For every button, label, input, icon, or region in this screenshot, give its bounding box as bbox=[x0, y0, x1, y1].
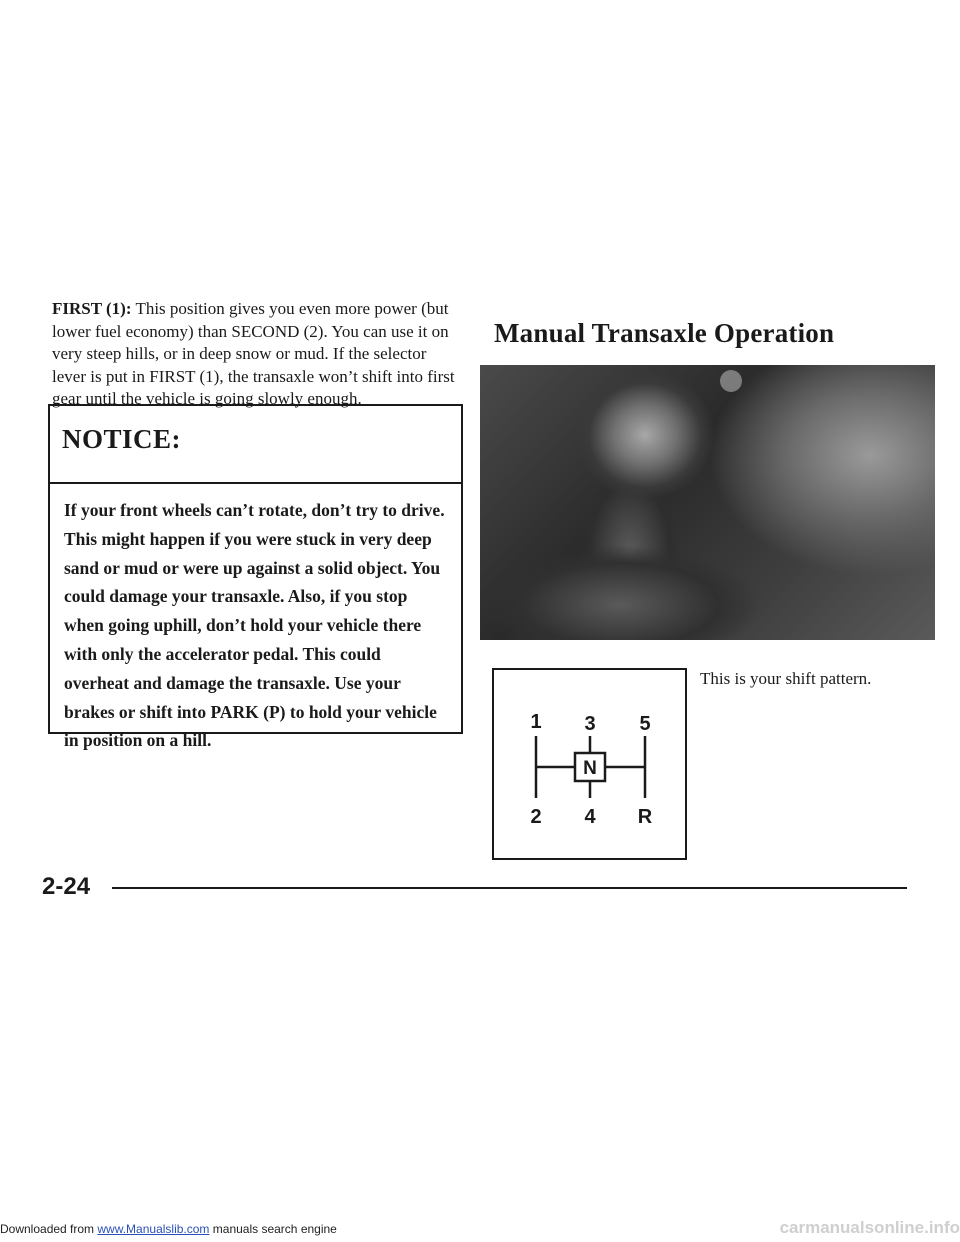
download-attribution bbox=[0, 1222, 337, 1236]
gear-label-1: 1 bbox=[530, 711, 542, 733]
first-gear-label: FIRST (1): bbox=[52, 299, 132, 318]
download-suffix: manuals search engine bbox=[209, 1222, 337, 1236]
gear-label-3: 3 bbox=[584, 713, 596, 735]
notice-divider bbox=[50, 482, 461, 484]
notice-title: NOTICE: bbox=[62, 424, 182, 454]
gear-label-4: 4 bbox=[584, 806, 596, 828]
gear-label-2: 2 bbox=[530, 806, 542, 828]
shift-knob-highlight bbox=[720, 370, 742, 392]
watermark-text: carmanualsonline.info bbox=[779, 1218, 960, 1237]
shift-pattern-caption: This is your shift pattern. bbox=[700, 669, 872, 688]
neutral-label: N bbox=[583, 758, 597, 779]
notice-box bbox=[48, 404, 463, 751]
first-gear-paragraph bbox=[52, 298, 462, 411]
manualslib-link[interactable]: www.Manualslib.com bbox=[97, 1222, 210, 1236]
page-number: 2-24 bbox=[42, 873, 91, 900]
shift-lever-photo bbox=[480, 365, 935, 640]
notice-body: If your front wheels can’t rotate, don’t try to drive. This might happen if you were stuck in very deep sand or mud or were up against a solid object. You could damage your transaxle. Also, if you stop when going uphill, don’t hold your vehicle there with only the accelerator pedal. This could overheat and damage the transaxle. Use your brakes or shift into PARK (P) to hold your vehicle in position on a hill. bbox=[64, 500, 445, 751]
download-prefix: Downloaded from bbox=[0, 1222, 98, 1236]
section-title: Manual Transaxle Operation bbox=[494, 318, 835, 348]
shift-pattern-svg bbox=[494, 670, 685, 858]
gear-label-r: R bbox=[637, 806, 653, 828]
gear-label-5: 5 bbox=[639, 713, 651, 735]
footer-rule bbox=[112, 887, 907, 889]
first-gear-text: This position gives you even more power (but lower fuel economy) than SECOND (2). You can use it on very steep hills, or in deep snow or mud. If the selector lever is put in FIRST (1), the transaxle won’t shift into first gear until the vehicle is going slowly enough. bbox=[52, 299, 455, 408]
shift-pattern-diagram bbox=[492, 668, 687, 860]
